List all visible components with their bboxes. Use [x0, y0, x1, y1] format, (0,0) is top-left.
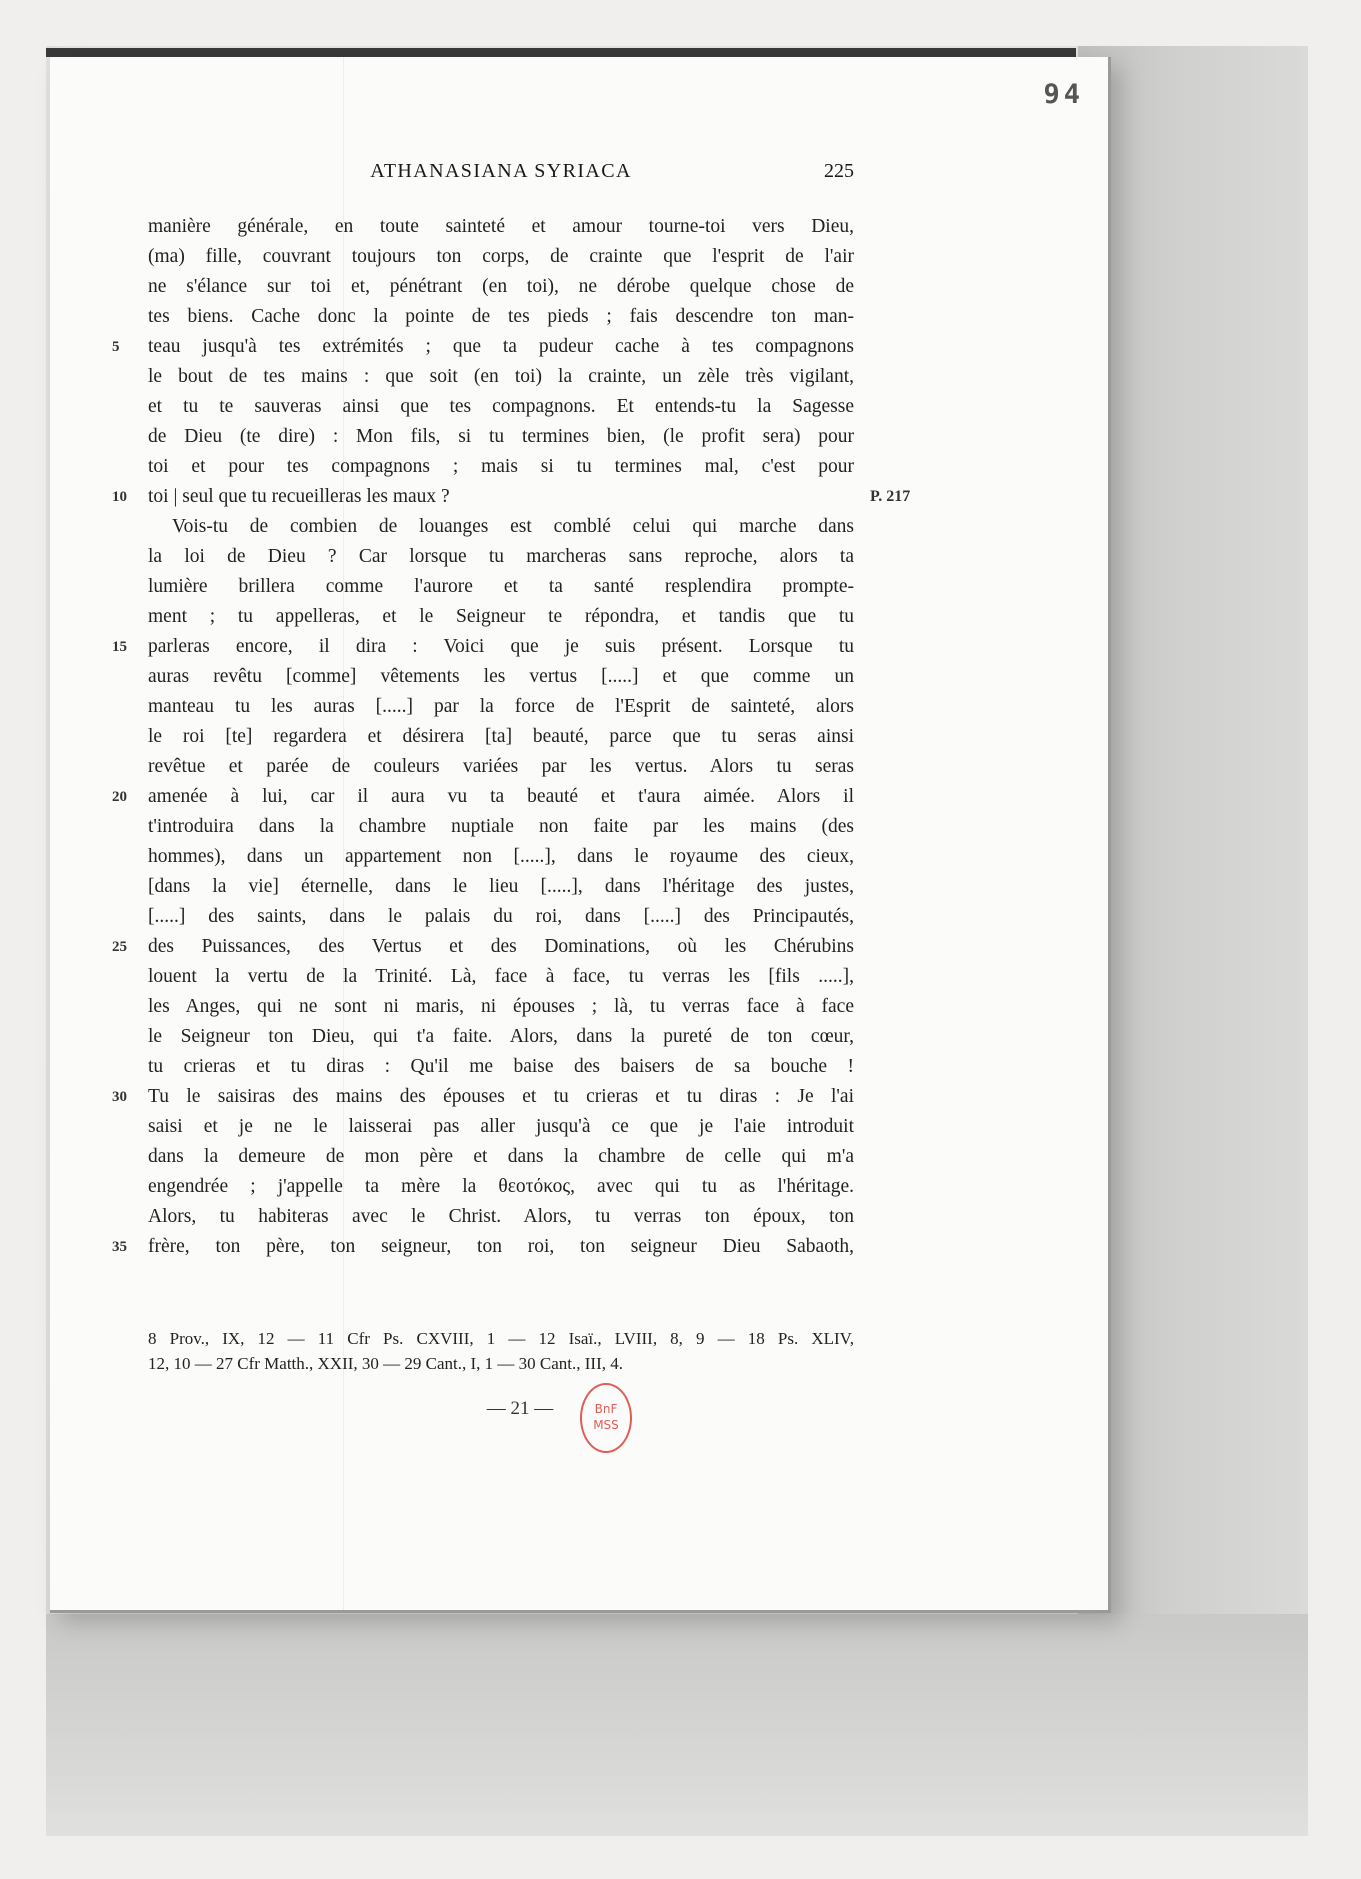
line-text: louent la vertu de la Trinité. Là, face à face, tu verras les [fils .....],: [148, 966, 854, 987]
text-line: [148, 512, 854, 542]
text-line: [148, 422, 854, 452]
text-line: [148, 392, 854, 422]
line-text: le Seigneur ton Dieu, qui t'a faite. Alors, dans la pureté de ton cœur,: [148, 1026, 854, 1047]
line-text: engendrée ; j'appelle ta mère la θεοτόκος, avec qui tu as l'héritage.: [148, 1176, 854, 1197]
line-text: toi et pour tes compagnons ; mais si tu termines mal, c'est pour: [148, 456, 854, 477]
line-text: Vois-tu de combien de louanges est comblé celui qui marche dans: [172, 516, 854, 537]
line-text: des Puissances, des Vertus et des Dominations, où les Chérubins: [148, 936, 854, 957]
scan-bottom-shadow: [46, 1614, 1308, 1836]
line-text: [.....] des saints, dans le palais du roi, dans [.....] des Principautés,: [148, 906, 854, 927]
text-line: [148, 662, 854, 692]
text-line: [148, 692, 854, 722]
line-text: toi | seul que tu recueilleras les maux ?: [148, 486, 450, 507]
line-text: Tu le saisiras des mains des épouses et tu crieras et tu diras : Je l'ai: [148, 1086, 854, 1107]
line-text: [dans la vie] éternelle, dans le lieu [.....], dans l'héritage des justes,: [148, 876, 854, 897]
footnote-line: 8 Prov., IX, 12 — 11 Cfr Ps. CXVIII, 1 — 12 Isaï., LVIII, 8, 9 — 18 Ps. XLIV,: [148, 1329, 854, 1348]
line-number: 35: [112, 1239, 127, 1255]
text-line: [148, 212, 854, 242]
text-line: [112, 782, 854, 812]
line-text: hommes), dans un appartement non [.....], dans le royaume des cieux,: [148, 846, 854, 867]
margin-page-reference: P. 217: [870, 488, 911, 505]
text-line: [148, 1052, 854, 1082]
text-line: [112, 1232, 854, 1262]
stamp-line-1: BnF: [594, 1402, 618, 1416]
text-line: [112, 632, 854, 662]
text-line: [112, 1082, 854, 1112]
library-stamp: [580, 1383, 632, 1453]
line-text: manteau tu les auras [.....] par la force de l'Esprit de sainteté, alors: [148, 696, 854, 717]
line-text: tu crieras et tu diras : Qu'il me baise des baisers de sa bouche !: [148, 1056, 854, 1077]
line-text: ne s'élance sur toi et, pénétrant (en toi), ne dérobe quelque chose de: [148, 276, 854, 297]
text-line: [148, 1202, 854, 1232]
text-line: [148, 362, 854, 392]
text-line: [148, 992, 854, 1022]
archive-folio-number: 94: [1043, 79, 1084, 110]
stamp-line-2: MSS: [593, 1418, 619, 1432]
line-text: saisi et je ne le laisserai pas aller jusqu'à ce que je l'aie introduit: [148, 1116, 854, 1137]
text-line: [148, 1172, 854, 1202]
line-text: (ma) fille, couvrant toujours ton corps, de crainte que l'esprit de l'air: [148, 246, 854, 267]
text-line: [112, 932, 854, 962]
footnotes: [148, 1326, 854, 1376]
text-line: [148, 812, 854, 842]
line-number: 25: [112, 939, 127, 955]
text-line: [148, 752, 854, 782]
text-line: [148, 842, 854, 872]
text-line: [148, 242, 854, 272]
text-line: [112, 332, 854, 362]
text-line: [148, 572, 854, 602]
text-line: [148, 272, 854, 302]
scan-top-edge: [46, 48, 1076, 57]
running-head-title: ATHANASIANA SYRIACA: [370, 160, 632, 182]
text-line: [148, 872, 854, 902]
line-text: Alors, tu habiteras avec le Christ. Alors, tu verras ton époux, ton: [148, 1206, 854, 1227]
line-number: 30: [112, 1089, 127, 1105]
signature-mark: — 21 —: [486, 1398, 554, 1419]
text-line: [148, 602, 854, 632]
line-text: t'introduira dans la chambre nuptiale non faite par les mains (des: [148, 816, 854, 837]
line-text: ment ; tu appelleras, et le Seigneur te répondra, et tandis que tu: [148, 606, 854, 627]
line-text: dans la demeure de mon père et dans la chambre de celle qui m'a: [148, 1146, 854, 1167]
line-text: la loi de Dieu ? Car lorsque tu marcheras sans reproche, alors ta: [148, 546, 854, 567]
line-text: le bout de tes mains : que soit (en toi) la crainte, un zèle très vigilant,: [148, 366, 854, 387]
line-text: manière générale, en toute sainteté et amour tourne-toi vers Dieu,: [148, 216, 854, 237]
text-line: [112, 482, 911, 512]
running-head-page-number: 225: [824, 160, 854, 182]
main-text: [112, 212, 911, 1262]
line-text: le roi [te] regardera et désirera [ta] beauté, parce que tu seras ainsi: [148, 726, 854, 747]
text-line: [148, 452, 854, 482]
line-number: 20: [112, 789, 127, 805]
text-line: [148, 722, 854, 752]
line-text: auras revêtu [comme] vêtements les vertus [.....] et que comme un: [148, 666, 854, 687]
line-text: amenée à lui, car il aura vu ta beauté et t'aura aimée. Alors il: [148, 786, 854, 807]
footnote-line: 12, 10 — 27 Cfr Matth., XXII, 30 — 29 Cant., I, 1 — 30 Cant., III, 4.: [148, 1354, 624, 1373]
line-number: 15: [112, 639, 127, 655]
line-text: frère, ton père, ton seigneur, ton roi, ton seigneur Dieu Sabaoth,: [148, 1236, 854, 1257]
text-line: [148, 962, 854, 992]
line-text: les Anges, qui ne sont ni maris, ni épouses ; là, tu verras face à face: [148, 996, 854, 1017]
line-number: 10: [112, 489, 127, 505]
line-number: 5: [112, 339, 120, 355]
scan-right-shadow: [1078, 46, 1308, 1626]
text-line: [148, 1142, 854, 1172]
text-line: [148, 1112, 854, 1142]
text-line: [148, 1022, 854, 1052]
line-text: teau jusqu'à tes extrémités ; que ta pudeur cache à tes compagnons: [148, 336, 854, 357]
text-line: [148, 542, 854, 572]
line-text: revêtue et parée de couleurs variées par les vertus. Alors tu seras: [148, 756, 854, 777]
text-line: [148, 302, 854, 332]
line-text: parleras encore, il dira : Voici que je suis présent. Lorsque tu: [148, 636, 854, 657]
line-text: tes biens. Cache donc la pointe de tes pieds ; fais descendre ton man-: [148, 306, 854, 327]
line-text: et tu te sauveras ainsi que tes compagnons. Et entends-tu la Sagesse: [148, 396, 854, 417]
text-line: [148, 902, 854, 932]
line-text: lumière brillera comme l'aurore et ta santé resplendira prompte-: [148, 576, 854, 597]
line-text: de Dieu (te dire) : Mon fils, si tu termines bien, (le profit sera) pour: [148, 426, 854, 447]
